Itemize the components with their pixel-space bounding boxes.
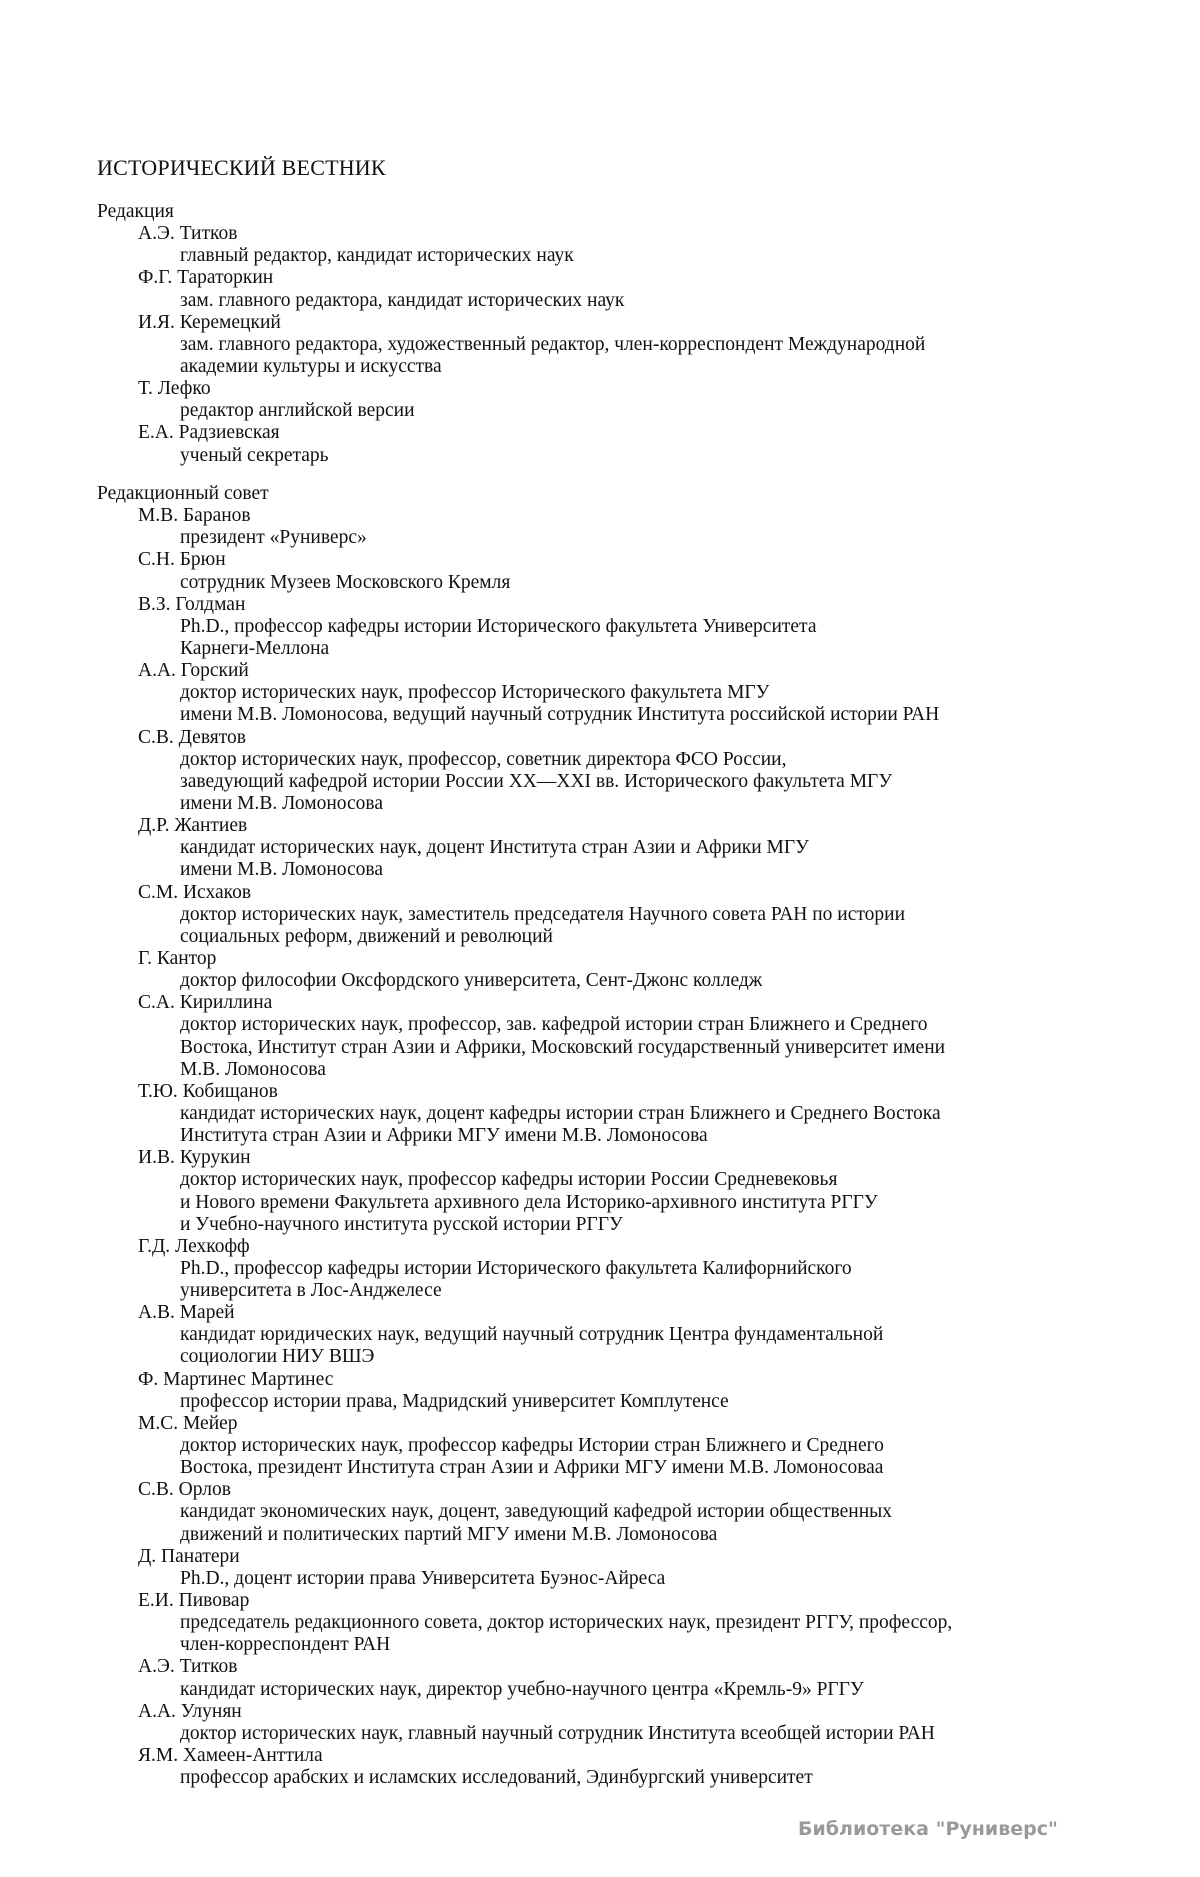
person-description: доктор исторических наук, профессор кафедры истории России Средневековья	[180, 1169, 838, 1191]
section-editorial-staff	[97, 201, 1157, 467]
person-name: С.Н. Брюн	[138, 549, 226, 571]
person-description: Востока, Институт стран Азии и Африки, Московский государственный университет имени	[180, 1036, 946, 1058]
person-name: М.С. Мейер	[138, 1412, 238, 1434]
person-entry	[97, 948, 1157, 992]
person-entry	[97, 660, 1157, 726]
person-entry	[97, 312, 1157, 378]
person-description: доктор исторических наук, главный научный сотрудник Института всеобщей истории РАН	[180, 1722, 935, 1744]
person-entry	[97, 1656, 1157, 1700]
person-entry	[97, 727, 1157, 816]
person-description: кандидат исторических наук, доцент кафедры истории стран Ближнего и Среднего Востока	[180, 1102, 941, 1124]
person-description: профессор арабских и исламских исследований, Эдинбургский университет	[180, 1767, 813, 1789]
person-entry	[97, 1147, 1157, 1236]
person-description: ученый секретарь	[180, 444, 329, 466]
person-entry	[97, 1745, 1157, 1789]
person-name: С.В. Девятов	[138, 726, 246, 748]
person-description: доктор исторических наук, профессор Исторического факультета МГУ	[180, 682, 770, 704]
person-description: Ph.D., доцент истории права Университета Буэнос-Айреса	[180, 1567, 666, 1589]
person-description: имени М.В. Ломоносова, ведущий научный сотрудник Института российской истории РАН	[180, 704, 940, 726]
person-name: А.Э. Титков	[138, 223, 238, 245]
person-description: президент «Руниверс»	[180, 527, 367, 549]
journal-title: ИСТОРИЧЕСКИЙ ВЕСТНИК	[97, 155, 386, 180]
person-description: доктор философии Оксфордского университета, Сент-Джонс колледж	[180, 970, 763, 992]
person-entry	[97, 1701, 1157, 1745]
person-description: Института стран Азии и Африки МГУ имени М.В. Ломоносова	[180, 1125, 708, 1147]
person-entry	[97, 1546, 1157, 1590]
person-name: Т. Лефко	[138, 378, 211, 400]
person-description: редактор английской версии	[180, 400, 415, 422]
person-entry	[97, 223, 1157, 267]
person-name: С.А. Кириллина	[138, 992, 273, 1014]
person-description: имени М.В. Ломоносова	[180, 792, 384, 814]
person-description: доктор исторических наук, профессор, зав. кафедрой истории стран Ближнего и Среднего	[180, 1014, 928, 1036]
person-entry	[97, 815, 1157, 881]
person-description: М.В. Ломоносова	[180, 1058, 326, 1080]
person-description: доктор исторических наук, профессор кафедры Истории стран Ближнего и Среднего	[180, 1435, 884, 1457]
person-description: университета в Лос-Анджелесе	[180, 1280, 442, 1302]
person-description: кандидат юридических наук, ведущий научный сотрудник Центра фундаментальной	[180, 1324, 884, 1346]
person-entry	[97, 267, 1157, 311]
person-description: кандидат экономических наук, доцент, заведующий кафедрой истории общественных	[180, 1501, 893, 1523]
person-description: кандидат исторических наук, доцент Института стран Азии и Африки МГУ	[180, 837, 809, 859]
person-entry	[97, 1236, 1157, 1302]
person-entry	[97, 1302, 1157, 1368]
person-entry	[97, 422, 1157, 466]
person-entry	[97, 1081, 1157, 1147]
person-entry	[97, 505, 1157, 549]
person-name: Д.Р. Жантиев	[138, 815, 248, 837]
person-description: и Учебно-научного института русской истории РГГУ	[180, 1213, 623, 1235]
person-description: заведующий кафедрой истории России XX—XXI вв. Исторического факультета МГУ	[180, 770, 893, 792]
section-heading: Редакция	[97, 201, 174, 222]
person-name: Е.И. Пивовар	[138, 1590, 250, 1612]
person-name: Ф.Г. Тараторкин	[138, 267, 274, 289]
person-name: Е.А. Радзиевская	[138, 422, 280, 444]
person-description: Карнеги-Меллона	[180, 637, 330, 659]
person-description: член-корреспондент РАН	[180, 1634, 391, 1656]
person-description: Востока, президент Института стран Азии и Африки МГУ имени М.В. Ломоносоваа	[180, 1457, 884, 1479]
person-name: А.В. Марей	[138, 1302, 235, 1324]
person-name: А.А. Горский	[138, 660, 249, 682]
person-description: Ph.D., профессор кафедры истории Исторического факультета Калифорнийского	[180, 1257, 852, 1279]
person-description: движений и политических партий МГУ имени М.В. Ломоносова	[180, 1523, 718, 1545]
person-name: С.В. Орлов	[138, 1479, 231, 1501]
person-entry	[97, 1369, 1157, 1413]
library-watermark: Библиотека "Руниверс"	[798, 1818, 1058, 1840]
person-name: Ф. Мартинес Мартинес	[138, 1368, 334, 1390]
person-description: Ph.D., профессор кафедры истории Исторического факультета Университета	[180, 615, 817, 637]
person-entry	[97, 594, 1157, 660]
person-name: И.Я. Керемецкий	[138, 311, 281, 333]
person-name: Т.Ю. Кобищанов	[138, 1080, 278, 1102]
person-description: кандидат исторических наук, директор учебно-научного центра «Кремль-9» РГГУ	[180, 1678, 864, 1700]
person-description: зам. главного редактора, художественный редактор, член-корреспондент Международной	[180, 333, 926, 355]
person-description: доктор исторических наук, профессор, советник директора ФСО России,	[180, 748, 787, 770]
person-name: С.М. Исхаков	[138, 881, 252, 903]
person-name: А.А. Улунян	[138, 1700, 242, 1722]
person-description: социологии НИУ ВШЭ	[180, 1346, 375, 1368]
person-name: М.В. Баранов	[138, 505, 251, 527]
person-name: Г.Д. Лехкофф	[138, 1235, 250, 1257]
person-description: доктор исторических наук, заместитель председателя Научного совета РАН по истории	[180, 903, 906, 925]
person-description: председатель редакционного совета, доктор исторических наук, президент РГГУ, профессор,	[180, 1612, 953, 1634]
person-description: социальных реформ, движений и революций	[180, 925, 553, 947]
person-name: В.З. Голдман	[138, 593, 246, 615]
person-entry	[97, 992, 1157, 1081]
person-name: Г. Кантор	[138, 947, 217, 969]
section-editorial-board	[97, 483, 1157, 1789]
person-name: Я.М. Хамеен-Анттила	[138, 1745, 323, 1767]
person-description: имени М.В. Ломоносова	[180, 859, 384, 881]
person-description: академии культуры и искусства	[180, 355, 442, 377]
person-name: И.В. Курукин	[138, 1147, 251, 1169]
person-description: и Нового времени Факультета архивного дела Историко-архивного института РГГУ	[180, 1191, 878, 1213]
person-entry	[97, 549, 1157, 593]
person-name: Д. Панатери	[138, 1545, 240, 1567]
person-entry	[97, 1413, 1157, 1479]
person-description: главный редактор, кандидат исторических наук	[180, 245, 574, 267]
person-entry	[97, 1590, 1157, 1656]
person-description: сотрудник Музеев Московского Кремля	[180, 571, 511, 593]
person-entry	[97, 378, 1157, 422]
section-heading: Редакционный совет	[97, 483, 269, 504]
person-name: А.Э. Титков	[138, 1656, 238, 1678]
person-entry	[97, 1479, 1157, 1545]
person-description: профессор истории права, Мадридский университет Комплутенсе	[180, 1390, 729, 1412]
person-description: зам. главного редактора, кандидат исторических наук	[180, 289, 625, 311]
person-entry	[97, 882, 1157, 948]
